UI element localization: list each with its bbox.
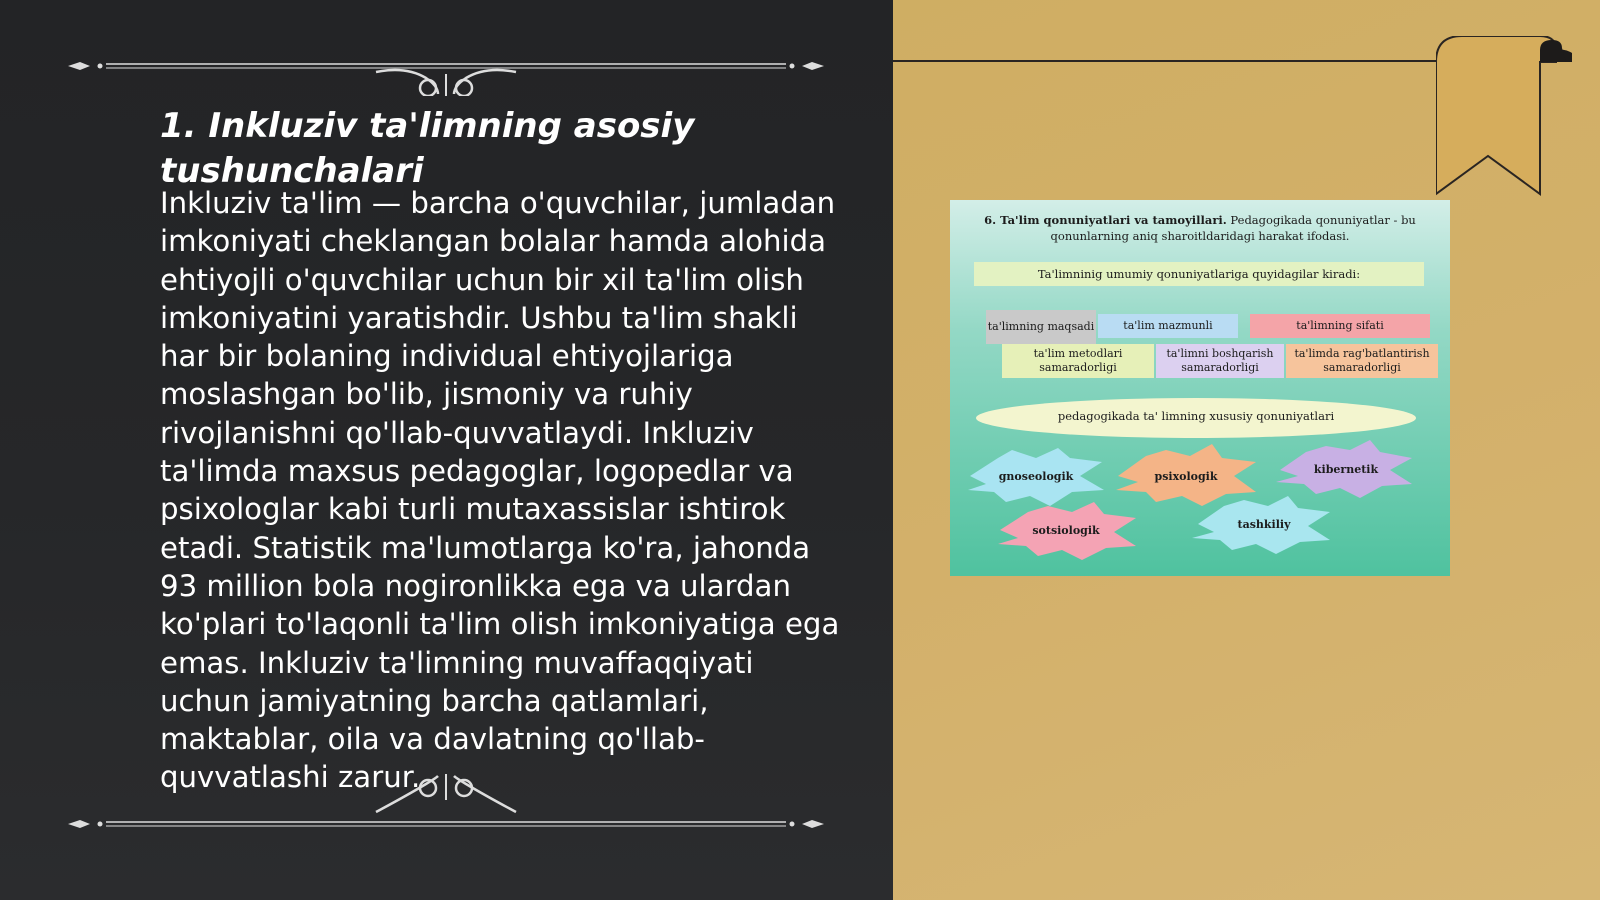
law-cell: ta'limning sifati [1250,314,1430,338]
law-cell: ta'lim mazmunli [1098,314,1238,338]
burst-label: gnoseologik [998,470,1074,483]
law-type-bursts [950,200,1450,576]
diagram-heading-text: Pedagogikada qonuniyatlar - bu qonunlarning aniq sharoitldaridagi harakat ifodasi. [1050,213,1416,243]
special-laws-cloud: pedagogikada ta' limning xususiy qonuniyatlari [976,398,1416,438]
pedagogy-diagram-image [950,200,1450,576]
bookmark-ribbon-icon [1436,36,1572,196]
law-cell: ta'limni boshqarish samaradorligi [1156,344,1284,378]
law-cell: ta'limda rag'batlantirish samaradorligi [1286,344,1438,378]
general-laws-label: Ta'limninig umumiy qonuniyatlariga quyidagilar kiradi: [974,262,1424,286]
burst-label: tashkiliy [1237,518,1291,531]
burst-label: kibernetik [1313,463,1379,476]
diagram-heading-bold: 6. Ta'lim qonuniyatlari va tamoyillari. [984,213,1227,227]
law-cell: ta'limning maqsadi [986,310,1096,344]
slide-body-text: Inkluziv ta'lim — barcha o'quvchilar, jumladan imkoniyati cheklangan bolalar hamda alohida ehtiyojli o'quvchilar uchun bir xil ta'lim olish imkoniyatini yaratishdir. Ushbu ta'lim shakli har bir bolaning individual ehtiyojlariga moslashgan bo'lib, jismoniy va ruhiy rivojlanishni qo'llab-quvvatlaydi. Inkluziv ta'limda maxsus pedagoglar, logopedlar va psixologlar kabi turli mutaxassislar ishtirok etadi. Statistik ma'lumotlarga ko'ra, jahonda 93 million bola nogironlikka ega va ulardan ko'plari to'laqonli ta'lim olish imkoniyatiga ega emas. Inkluziv ta'limning muvaffaqqiyati uchun jamiyatning barcha qatlamlari, maktablar, oila va davlatning qo'llab-quvvatlashi zarur. [160,186,840,795]
top-ornament-divider [66,36,826,96]
divider-line [893,60,1453,62]
law-cell: ta'lim metodlari samaradorligi [1002,344,1154,378]
burst-label: sotsiologik [1032,524,1100,537]
slide-title: 1. Inkluziv ta'limning asosiy tushunchalari [160,106,695,191]
burst-label: psixologik [1154,470,1218,483]
